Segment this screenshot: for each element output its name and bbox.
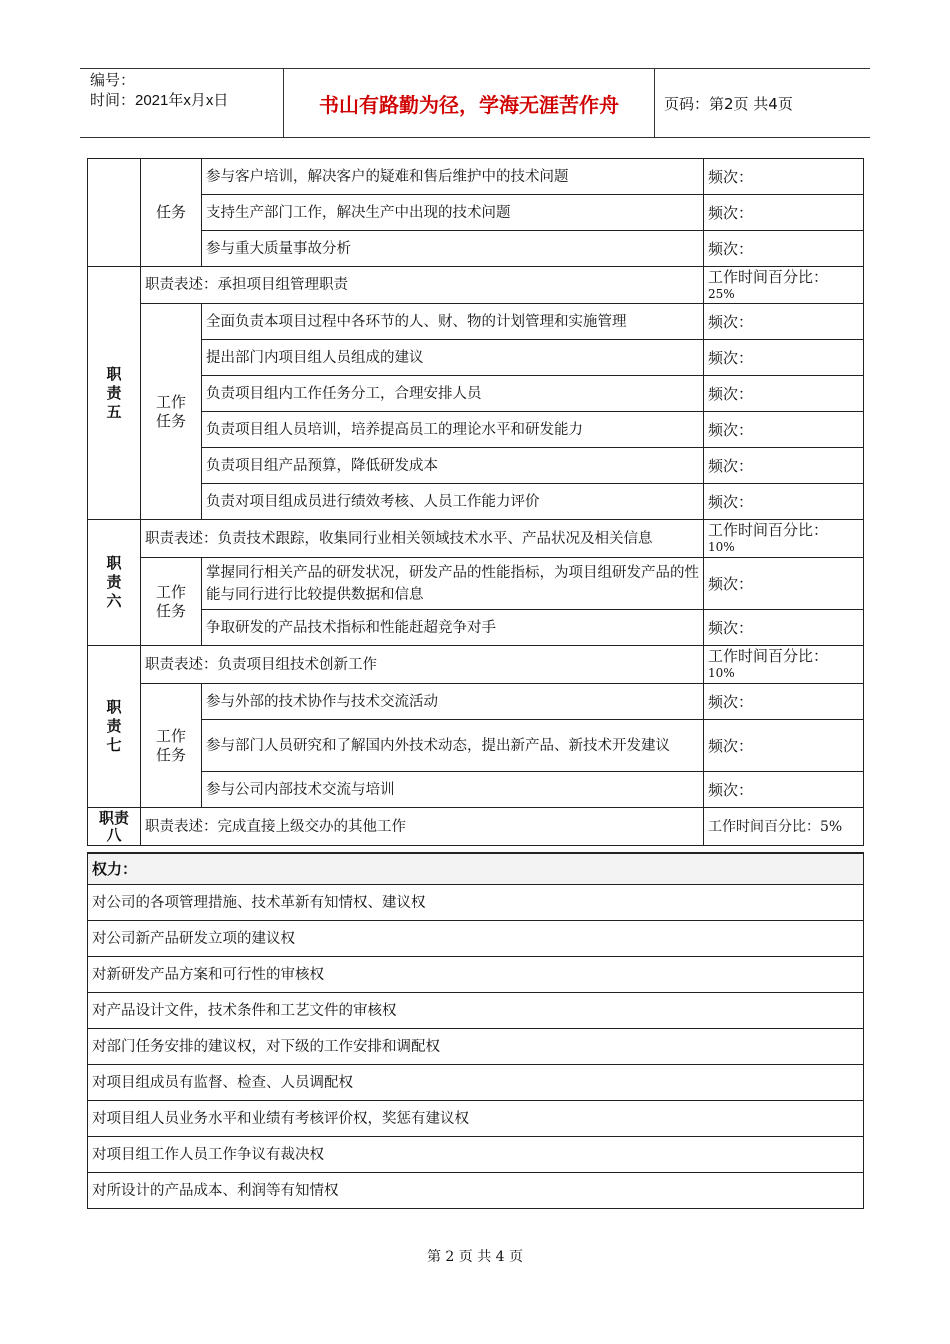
duty8-statement: 职责表述：完成直接上级交办的其他工作 bbox=[141, 808, 704, 846]
task-text: 参与部门人员研究和了解国内外技术动态，提出新产品、新技术开发建议 bbox=[202, 720, 704, 772]
power-item: 对项目组成员有监督、检查、人员调配权 bbox=[88, 1065, 864, 1101]
task-text: 参与客户培训，解决客户的疑难和售后维护中的技术问题 bbox=[202, 159, 704, 195]
power-item: 对所设计的产品成本、利润等有知情权 bbox=[88, 1173, 864, 1209]
task-frequency: 频次： bbox=[704, 448, 864, 484]
task-text: 掌握同行相关产品的研发状况，研发产品的性能指标，为项目组研发产品的性能与同行进行比较提供数据和信息 bbox=[202, 558, 704, 610]
task-frequency: 频次： bbox=[704, 610, 864, 646]
time-percent-label: 工作时间百分比： bbox=[708, 647, 829, 665]
header-meta bbox=[80, 69, 283, 137]
task-text: 全面负责本项目过程中各环节的人、财、物的计划管理和实施管理 bbox=[202, 304, 704, 340]
task-text: 支持生产部门工作，解决生产中出现的技术问题 bbox=[202, 195, 704, 231]
task-text: 负责项目组人员培训，培养提高员工的理论水平和研发能力 bbox=[202, 412, 704, 448]
power-item: 对公司的各项管理措施、技术革新有知情权、建议权 bbox=[88, 885, 864, 921]
duty6-time-percent bbox=[704, 520, 864, 558]
task-frequency: 频次： bbox=[704, 772, 864, 808]
task-text: 参与重大质量事故分析 bbox=[202, 231, 704, 267]
duty5-time-percent bbox=[704, 267, 864, 304]
duty6-label: 职 责 六 bbox=[88, 520, 141, 646]
task-frequency: 频次： bbox=[704, 376, 864, 412]
duty8-label: 职责 八 bbox=[88, 808, 141, 846]
task-frequency: 频次： bbox=[704, 340, 864, 376]
duty7-time-percent bbox=[704, 646, 864, 684]
duty8-time-percent: 工作时间百分比：5% bbox=[704, 808, 864, 846]
task-text: 参与公司内部技术交流与培训 bbox=[202, 772, 704, 808]
task-frequency: 频次： bbox=[704, 720, 864, 772]
task-frequency: 频次： bbox=[704, 304, 864, 340]
task-text: 负责对项目组成员进行绩效考核、人员工作能力评价 bbox=[202, 484, 704, 520]
task-frequency: 频次： bbox=[704, 159, 864, 195]
task-frequency: 频次： bbox=[704, 484, 864, 520]
duty4-tasks-label: 任务 bbox=[141, 159, 202, 267]
header-motto: 书山有路勤为径，学海无涯苦作舟 bbox=[283, 69, 655, 137]
time-percent-value: 25% bbox=[708, 286, 735, 301]
header-page-number: 页码：第2页 共4页 bbox=[664, 94, 793, 113]
serial-label: 编号： bbox=[90, 72, 136, 89]
powers-table bbox=[87, 852, 864, 1209]
task-frequency: 频次： bbox=[704, 412, 864, 448]
task-text: 负责项目组内工作任务分工，合理安排人员 bbox=[202, 376, 704, 412]
page-footer: 第 2 页 共 4 页 bbox=[426, 1249, 524, 1265]
duty4-label-cell bbox=[88, 159, 141, 267]
duty7-tasks-label: 工作 任务 bbox=[141, 684, 202, 808]
duty6-statement: 职责表述：负责技术跟踪，收集同行业相关领域技术水平、产品状况及相关信息 bbox=[141, 520, 704, 558]
task-frequency: 频次： bbox=[704, 684, 864, 720]
power-item: 对项目组工作人员工作争议有裁决权 bbox=[88, 1137, 864, 1173]
duty7-statement: 职责表述：负责项目组技术创新工作 bbox=[141, 646, 704, 684]
duty5-tasks-label: 工作 任务 bbox=[141, 304, 202, 520]
page-header bbox=[80, 68, 870, 138]
power-item: 对新研发产品方案和可行性的审核权 bbox=[88, 957, 864, 993]
duty5-label: 职 责 五 bbox=[88, 267, 141, 520]
time-percent-label: 工作时间百分比： bbox=[708, 267, 829, 286]
power-item: 对产品设计文件，技术条件和工艺文件的审核权 bbox=[88, 993, 864, 1029]
duties-table bbox=[87, 158, 864, 846]
duty7-label: 职 责 七 bbox=[88, 646, 141, 808]
task-frequency: 频次： bbox=[704, 231, 864, 267]
duty6-tasks-label: 工作 任务 bbox=[141, 558, 202, 646]
task-text: 参与外部的技术协作与技术交流活动 bbox=[202, 684, 704, 720]
time-percent-value: 10% bbox=[708, 540, 735, 554]
time-percent-label: 工作时间百分比： bbox=[708, 521, 829, 539]
power-item: 对公司新产品研发立项的建议权 bbox=[88, 921, 864, 957]
power-item: 对项目组人员业务水平和业绩有考核评价权，奖惩有建议权 bbox=[88, 1101, 864, 1137]
task-text: 争取研发的产品技术指标和性能赶超竞争对手 bbox=[202, 610, 704, 646]
date-label: 时间：2021年x月x日 bbox=[90, 92, 229, 109]
time-percent-value: 10% bbox=[708, 666, 735, 680]
powers-heading: 权力： bbox=[88, 853, 864, 885]
task-frequency: 频次： bbox=[704, 558, 864, 610]
task-frequency: 频次： bbox=[704, 195, 864, 231]
task-text: 负责项目组产品预算，降低研发成本 bbox=[202, 448, 704, 484]
task-text: 提出部门内项目组人员组成的建议 bbox=[202, 340, 704, 376]
duty5-statement: 职责表述：承担项目组管理职责 bbox=[141, 267, 704, 304]
power-item: 对部门任务安排的建议权，对下级的工作安排和调配权 bbox=[88, 1029, 864, 1065]
